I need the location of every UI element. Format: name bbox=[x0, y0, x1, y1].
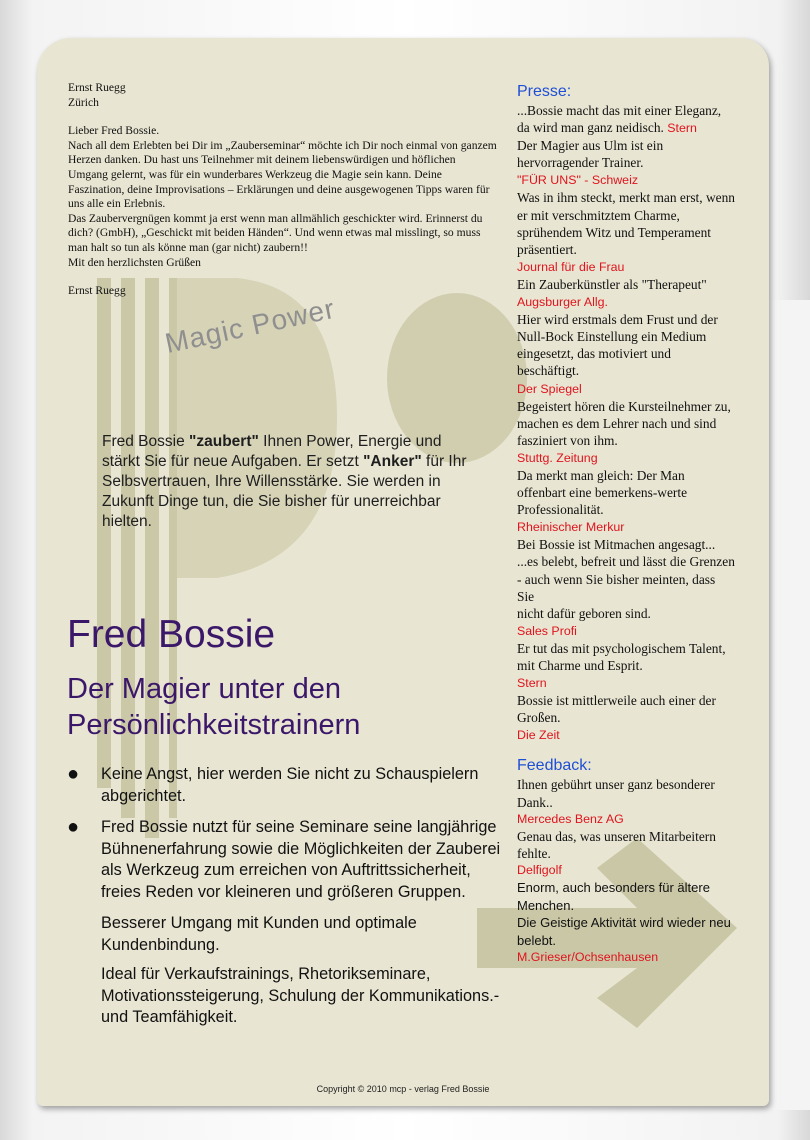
press-entry bbox=[517, 189, 735, 223]
intro-part: Ihnen Power, Energie und stärkt Sie für neue Aufgaben. Er setzt bbox=[102, 433, 442, 470]
press-quote: Der Magier aus Ulm ist ein hervorragender Trainer. bbox=[517, 138, 664, 171]
press-source: Augsburger Allg. bbox=[517, 295, 608, 310]
press-quote: da wird man ganz neidisch. bbox=[517, 120, 668, 136]
sender-city: Zürich bbox=[68, 95, 99, 109]
press-quote: mit Charme und Esprit. bbox=[517, 658, 643, 673]
page-subtitle: Der Magier unter den Persönlichkeitstrainern bbox=[67, 673, 361, 741]
press-quote: Er tut das mit psychologischem Talent, bbox=[517, 640, 726, 656]
press-quote: Ein Zauberkünstler als "Therapeut" bbox=[517, 276, 707, 292]
press-entry bbox=[517, 553, 735, 604]
press-entry bbox=[517, 467, 735, 518]
press-entry bbox=[517, 293, 735, 311]
press-source: Der Spiegel bbox=[517, 381, 582, 396]
press-entry bbox=[517, 380, 735, 398]
list-item-text: Fred Bossie nutzt für seine Seminare seine langjährige Bühnenerfahrung sowie die Möglichkeiten der Zauberei als Werkzeug zum erreichen von Auftrittssicherheit, freies Reden vor kleineren und größeren Gruppen. bbox=[101, 818, 501, 901]
press-entry bbox=[517, 276, 735, 293]
press-entry bbox=[517, 398, 735, 449]
feedback-source: Mercedes Benz AG bbox=[517, 811, 624, 826]
press-entry bbox=[517, 137, 735, 171]
signature: Ernst Ruegg bbox=[68, 284, 126, 298]
feedback-quote: Enorm, auch besonders für ältere Menchen. bbox=[517, 880, 710, 913]
bullet-icon: ● bbox=[67, 763, 80, 785]
sender-name: Ernst Ruegg bbox=[68, 81, 126, 94]
press-entry bbox=[517, 622, 735, 640]
press-entry bbox=[517, 102, 735, 119]
feedback-quote: Die Geistige Aktivität wird wieder neu belebt. bbox=[517, 915, 731, 948]
bullet-icon: ● bbox=[67, 816, 80, 838]
press-list bbox=[517, 102, 735, 744]
press-entry bbox=[517, 536, 735, 553]
press-quote: Begeistert hören die Kursteilnehmer zu, machen es dem Lehrer nach und sind fasziniert von ihm. bbox=[517, 398, 731, 448]
press-entry bbox=[517, 449, 735, 467]
bullet-list bbox=[67, 764, 507, 1037]
press-quote: Bossie ist mittlerweile auch einer der Großen. bbox=[517, 693, 716, 726]
feedback-source: Delfigolf bbox=[517, 862, 562, 877]
feedback-heading: Feedback: bbox=[517, 757, 592, 775]
press-quote: ...es belebt, befreit und lässt die Grenzen - auch wenn Sie bisher meinten, dass Sie bbox=[517, 554, 735, 604]
list-item bbox=[67, 817, 507, 903]
press-quote: Was in ihm steckt, merkt man erst, wenn er mit verschmitztem Charme, bbox=[517, 190, 735, 223]
press-heading: Presse: bbox=[517, 83, 572, 100]
press-entry bbox=[517, 119, 735, 137]
feedback-source: M.Grieser/Ochsenhausen bbox=[517, 950, 659, 965]
intro-part: für Ihr Selbsvertrauen, Ihre Willensstärke. Sie werden in Zukunft Dinge tun, die Sie bisher für unerreichbar hielten. bbox=[102, 453, 467, 530]
press-source: Stern bbox=[517, 676, 547, 691]
closing: Mit den herzlichsten Grüßen bbox=[68, 255, 201, 269]
list-item bbox=[67, 764, 507, 807]
copyright: Copyright © 2010 mcp - verlag Fred Bossie bbox=[316, 1084, 490, 1094]
press-quote: Bei Bossie ist Mitmachen angesagt... bbox=[517, 537, 716, 553]
intro-bold: "Anker" bbox=[363, 453, 422, 470]
list-item-text: Keine Angst, hier werden Sie nicht zu Schauspielern abgerichtet. bbox=[101, 765, 479, 805]
letter-body: Nach all dem Erlebten bei Dir im „Zauberseminar“ möchte ich Dir noch einmal von ganzem Herzen danken. Du hast uns Teilnehmer mit deinem liebenswürdigen und höflichen Umgang gelernt, was für ein wunderbares Werkzeug die Magie sein kann. Deine Faszination, deine Improvisations – Erklärungen und deine ausgewogenen Tipps waren für uns alle ein Erlebnis. bbox=[68, 138, 497, 211]
intro-part: Fred Bossie bbox=[102, 433, 190, 450]
intro-text bbox=[102, 432, 472, 532]
page-title: Fred Bossie bbox=[67, 613, 276, 656]
flyer-page bbox=[37, 38, 769, 1106]
feedback-intro: Ihnen gebührt unser ganz besonderer Dank.. bbox=[517, 777, 715, 810]
press-entry bbox=[517, 692, 735, 726]
press-entry bbox=[517, 640, 735, 657]
press-source: "FÜR UNS" - Schweiz bbox=[517, 173, 639, 188]
press-quote: Da merkt man gleich: Der Man offenbart eine bemerkens-werte Professionalität. bbox=[517, 467, 688, 518]
press-source: Rheinischer Merkur bbox=[517, 520, 625, 535]
press-entry bbox=[517, 258, 735, 276]
intro-bold: "zaubert" bbox=[189, 433, 259, 450]
feedback-quote: Genau das, was unseren Mitarbeitern fehlte. bbox=[517, 828, 716, 861]
press-entry bbox=[517, 657, 735, 674]
press-quote: nicht dafür geboren sind. bbox=[517, 605, 651, 621]
press-quote: Hier wird erstmals dem Frust und der Null-Bock Einstellung ein Medium eingesetzt, das motiviert und beschäftigt. bbox=[517, 312, 718, 379]
magic-power-heading: Magic Power bbox=[162, 292, 338, 360]
press-entry bbox=[517, 171, 735, 189]
press-source: Stuttg. Zeitung bbox=[517, 450, 598, 465]
list-continuation: Ideal für Verkaufstrainings, Rhetorikseminare, Motivationssteigerung, Schulung der Kommunikations.- und Teamfähigkeit. bbox=[101, 965, 500, 1026]
press-entry bbox=[517, 726, 735, 744]
press-entry bbox=[517, 311, 735, 379]
press-quote: ...Bossie macht das mit einer Eleganz, bbox=[517, 103, 722, 118]
press-source: Die Zeit bbox=[517, 728, 560, 743]
press-entry bbox=[517, 605, 735, 622]
press-source: Sales Profi bbox=[517, 623, 577, 638]
letter bbox=[68, 81, 498, 299]
press-entry bbox=[517, 674, 735, 692]
list-continuation: Besserer Umgang mit Kunden und optimale Kundenbindung. bbox=[101, 914, 417, 954]
press-source: Stern bbox=[667, 121, 697, 136]
press-source: Journal für die Frau bbox=[517, 259, 625, 274]
press-entry bbox=[517, 518, 735, 536]
press-column bbox=[517, 82, 735, 966]
letter-body-2: Das Zaubervergnügen kommt ja erst wenn man allmählich geschickter wird. Erinnerst du dich? (GmbH), „Geschickt mit beiden Händen“. Und wenn etwas mal misslingt, so muss man halt so tun als könne man (gar nicht) zaubern!! bbox=[68, 211, 483, 254]
press-quote: sprühendem Witz und Temperament präsentiert. bbox=[517, 224, 711, 257]
page-edge bbox=[764, 300, 810, 1110]
salutation: Lieber Fred Bossie. bbox=[68, 124, 160, 138]
press-entry bbox=[517, 224, 735, 258]
